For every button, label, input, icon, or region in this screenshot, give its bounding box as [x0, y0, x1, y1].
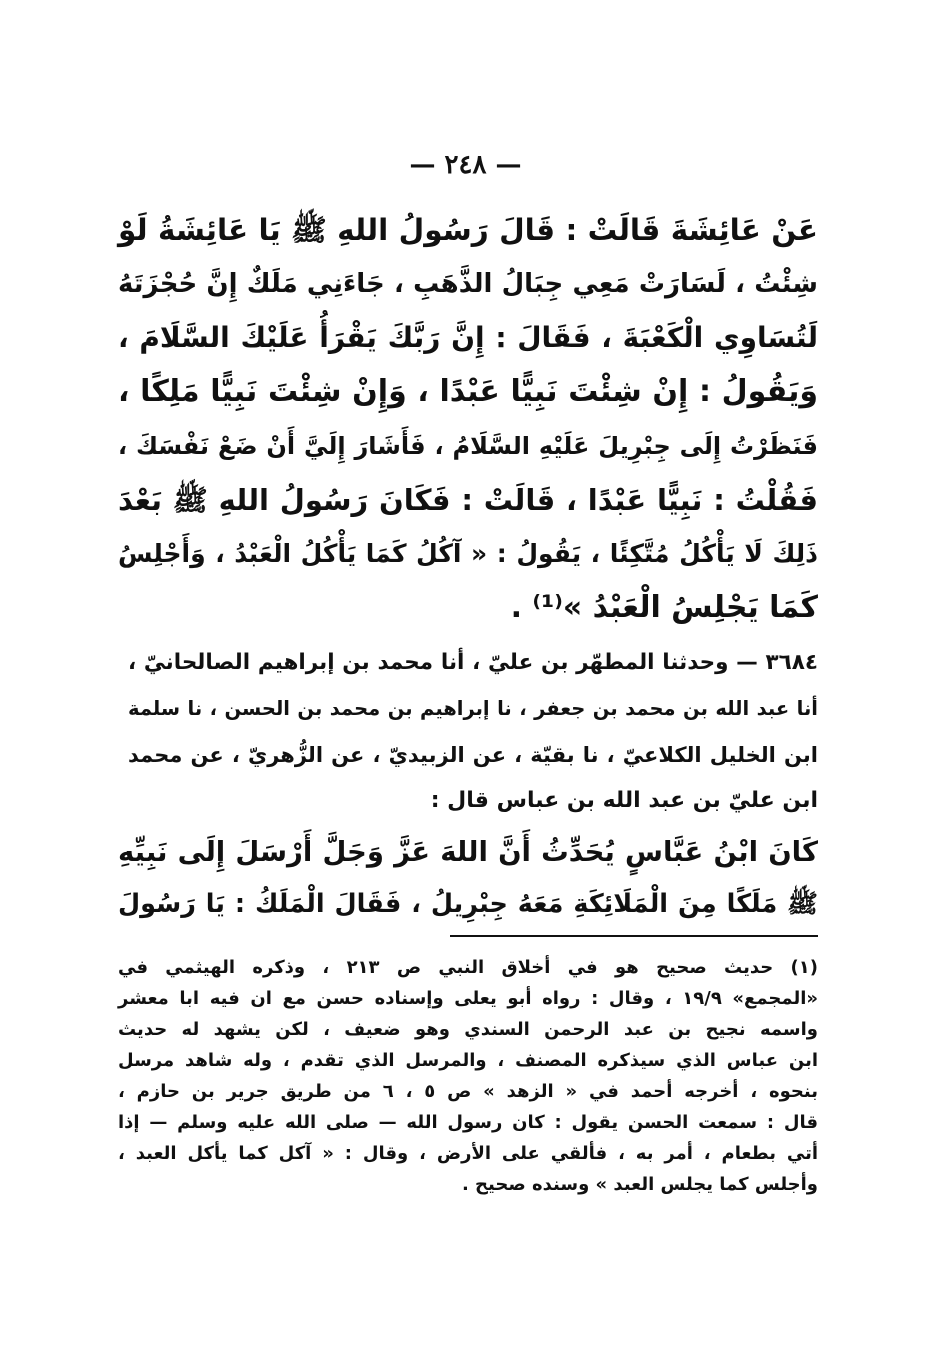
isnad-line: ٣٦٨٤ — وحدثنا المطهّر بن عليّ ، أنا محمد بن إبراهيم الصالحانيّ ، — [128, 650, 818, 675]
footnote-line: ابن عباس الذي سيذكره المصنف ، والمرسل الذي تقدم ، وله شاهد مرسل — [118, 1050, 818, 1071]
footnote-line: أتي بطعام ، أمر به ، فألقي على الأرض ، وقال : « آكل كما يأكل العبد ، — [118, 1143, 818, 1164]
matn-block — [118, 826, 818, 930]
hadith-line: وَيَقُولُ : إِنْ شِئْتَ نَبِيًّا عَبْدًا ، وَإِنْ شِئْتَ نَبِيًّا مَلِكًا ، — [118, 374, 818, 409]
hadith-line: عَنْ عَائِشَةَ قَالَتْ : قَالَ رَسُولُ اللهِ ﷺ يَا عَائِشَةُ لَوْ — [118, 213, 818, 247]
isnad-line: أنا عبد الله بن محمد بن جعفر ، نا إبراهيم بن محمد بن الحسن ، نا سلمة — [128, 697, 818, 720]
footnote-line: (١) حديث صحيح هو في أخلاق النبي ص ٢١٣ ، وذكره الهيثمي في — [118, 957, 819, 978]
footnote-line: «المجمع» ١٩/٩ ، وقال : رواه أبو يعلى وإسناده حسن مع ان فيه ابا معشر — [118, 988, 818, 1009]
footnote-line: قال : سمعت الحسن يقول : كان رسول الله — صلى الله عليه وسلم — إذا — [118, 1112, 818, 1133]
hadith-text-block — [118, 203, 818, 635]
footnote-block — [118, 952, 818, 1200]
hadith-line: ذَلِكَ لَا يَأْكُلُ مُتَّكِئًا ، يَقُولُ : « آكُلُ كَمَا يَأْكُلُ الْعَبْدُ ، وَأَجْلِسُ — [118, 539, 818, 568]
isnad-line: ابن عليّ بن عبد الله بن عباس قال : — [430, 788, 818, 813]
hadith-line: لَتُسَاوِي الْكَعْبَةَ ، فَقَالَ : إِنَّ رَبَّكَ يَقْرَأُ عَلَيْكَ السَّلَامَ ، — [118, 321, 818, 354]
hadith-line: شِئْتُ ، لَسَارَتْ مَعِي جِبَالُ الذَّهَبِ ، جَاءَنِي مَلَكٌ إِنَّ حُجْزَتَهُ — [118, 269, 818, 299]
footnote-line: وأجلس كما يجلس العبد » وسنده صحيح . — [461, 1174, 818, 1195]
hadith-line: فَنَظَرْتُ إِلَى جِبْرِيلَ عَلَيْهِ السَّلَامُ ، فَأَشَارَ إِلَيَّ أَنْ ضَعْ نَفْسَكَ ، — [118, 432, 818, 460]
hadith-line: كَمَا يَجْلِسُ الْعَبْدُ »⁽¹⁾ . — [510, 590, 818, 625]
footnote-line: واسمه نجيح بن عبد الرحمن السندي وهو ضعيف ، لكن يشهد له حديث — [118, 1019, 818, 1040]
hadith-line: فَقُلْتُ : نَبِيًّا عَبْدًا ، قَالَتْ : فَكَانَ رَسُولُ اللهِ ﷺ بَعْدَ — [118, 483, 818, 517]
footnote-divider — [450, 935, 818, 937]
page-number: — ٢٤٨ — — [409, 150, 522, 180]
isnad-line: ابن الخليل الكلاعيّ ، نا بقيّة ، عن الزبيديّ ، عن الزُّهريّ ، عن محمد — [128, 743, 818, 767]
matn-line: كَانَ ابْنُ عَبَّاسٍ يُحَدِّثُ أَنَّ اللهَ عَزَّ وَجَلَّ أَرْسَلَ إِلَى نَبِيِّهِ — [118, 836, 818, 868]
footnote-line: بنحوه ، أخرجه أحمد في « الزهد » ص ٥ ، ٦ من طريق جرير بن حازم ، — [118, 1081, 818, 1102]
isnad-block — [128, 640, 818, 824]
matn-line: ﷺ مَلَكًا مِنَ الْمَلَائِكَةِ مَعَهُ جِبْرِيلُ ، فَقَالَ الْمَلَكُ : يَا رَسُولَ — [118, 889, 818, 919]
